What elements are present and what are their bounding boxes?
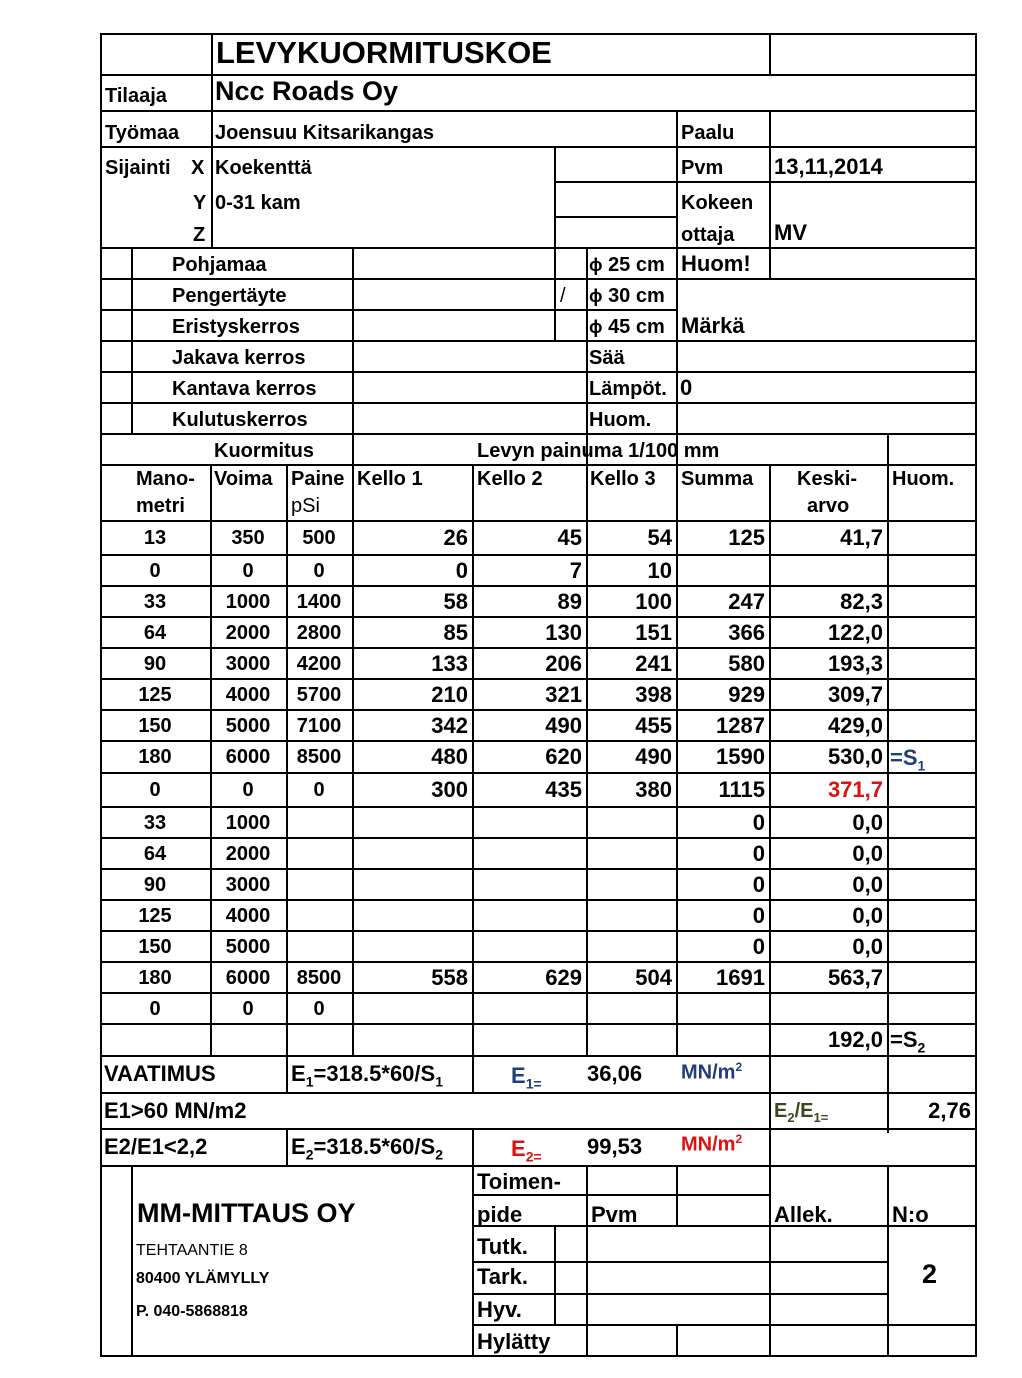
pvm-label: Pvm [681,157,724,179]
cell-paine: 7100 [296,715,342,737]
marka-note: Märkä [681,313,745,338]
cell-keskiarvo: 0,0 [852,903,883,928]
hyv-label: Hyv. [477,1297,522,1322]
tilaaja-label: Tilaaja [105,85,167,107]
cell-voima: 2000 [225,843,271,865]
diameter-25: ϕ 25 cm [589,254,665,276]
vaatimus-label: VAATIMUS [104,1061,216,1086]
x-label: X [191,157,205,179]
cell-summa: 929 [728,682,765,707]
cell-paine: 0 [313,998,325,1020]
cell-keskiarvo: 0,0 [852,841,883,866]
cell-manometri: 64 [143,622,167,644]
cell-kello-3: 151 [635,620,672,645]
form-title: LEVYKUORMITUSKOE [216,35,552,70]
cell-summa: 247 [728,589,765,614]
layer-kantava: Kantava kerros [172,378,317,400]
cell-kello-3: 490 [635,744,672,769]
cell-kello-3: 380 [635,777,672,802]
kuormitus-header: Kuormitus [214,440,314,462]
cell-voima: 0 [242,998,254,1020]
cell-kello-2: 490 [545,713,582,738]
number-label: N:o [892,1202,929,1227]
cell-paine: 8500 [296,746,342,768]
lampot-label: Lämpöt. [589,378,667,400]
cell-kello-1: 85 [443,620,468,645]
layer-pengertayte: Pengertäyte [172,285,287,307]
cell-kello-3: 54 [647,525,672,550]
s1-subscript: 1 [917,757,926,774]
cell-kello-2: 321 [545,682,582,707]
formula-e2: $E_2=318.5*60/S_2$ [291,1134,444,1163]
diameter-45: ϕ 45 cm [589,316,665,338]
cell-summa: 0 [752,841,765,866]
layers-huom-label: Huom. [589,409,652,431]
tark-label: Tark. [477,1264,528,1289]
cell-voima: 2000 [225,622,271,644]
ratio-label: $E_2/E_{1=}$ [774,1100,829,1125]
pvm-value: 13,11,2014 [774,154,883,179]
col-summa: Summa [681,468,754,490]
cell-voima: 6000 [225,746,271,768]
cell-manometri: 180 [138,967,172,989]
cell-keskiarvo: 193,3 [827,651,883,676]
cell-voima: 3000 [225,653,271,675]
cell-paine: 8500 [296,967,342,989]
cell-keskiarvo: 371,7 [827,777,883,802]
cell-kello-3: 398 [635,682,672,707]
allek-label: Allek. [774,1202,833,1227]
cell-kello-1: 133 [431,651,468,676]
ottaja-label: ottaja [681,224,735,246]
cell-voima: 5000 [225,715,271,737]
cell-keskiarvo: 0,0 [852,872,883,897]
tyomaa-label: Työmaa [105,122,180,144]
col-mano-2: metri [136,495,185,517]
cell-kello-2: 7 [569,558,582,583]
cell-manometri: 13 [143,527,167,549]
cell-summa: 1691 [716,965,765,990]
layer-kulutus: Kulutuskerros [172,409,308,431]
tyomaa-value: Joensuu Kitsarikangas [215,122,434,144]
cell-summa: 0 [752,903,765,928]
cell-paine: 500 [302,527,336,549]
load-test-form [100,33,977,1357]
formula-e1: $E_1=318.5*60/S_1$ [291,1061,444,1090]
cell-summa: 0 [752,872,765,897]
cell-keskiarvo: 429,0 [827,713,883,738]
form-number: 2 [922,1259,938,1289]
hylatty-label: Hylätty [477,1329,551,1354]
tilaaja-value: Ncc Roads Oy [215,76,399,106]
col-keski-2: arvo [807,495,850,517]
col-kello-1: Kello 1 [357,468,423,490]
cell-manometri: 125 [138,905,172,927]
cell-manometri: 33 [143,591,167,613]
cell-voima: 3000 [225,874,271,896]
levyn-painuma-header: Levyn painuma 1/100 mm [477,440,720,462]
lampot-value: 0 [680,375,693,400]
requirement-ratio: E2/E1<2,2 [104,1134,208,1159]
cell-kello-2: 629 [545,965,582,990]
cell-kello-1: 558 [431,965,468,990]
cell-summa: 0 [752,934,765,959]
ratio-value: 2,76 [928,1098,971,1123]
toimenpide-label-2: pide [477,1202,523,1227]
cell-paine: 4200 [296,653,342,675]
cell-huom: $=S_1$ [890,745,926,774]
cell-manometri: 150 [138,715,172,737]
cell-voima: 0 [242,560,254,582]
cell-voima: 5000 [225,936,271,958]
cell-summa: 366 [728,620,765,645]
company-address-1: TEHTAANTIE 8 [136,1242,248,1259]
cell-paine: 0 [313,560,325,582]
y-value: 0-31 kam [215,192,301,214]
cell-voima: 1000 [225,812,271,834]
cell-kello-3: 100 [635,589,672,614]
cell-kello-1: 26 [443,525,468,550]
z-label: Z [193,224,206,246]
col-keski-1: Keski- [797,468,858,490]
layer-jakava: Jakava kerros [172,347,306,369]
cell-kello-2: 206 [545,651,582,676]
company-phone: P. 040-5868818 [136,1303,248,1320]
y-label: Y [193,192,207,214]
cell-voima: 4000 [225,684,271,706]
cell-keskiarvo: 0,0 [852,934,883,959]
sijainti-label: Sijainti [105,157,171,179]
col-voima: Voima [214,468,273,490]
col-mano-1: Mano- [136,468,195,490]
e1-value: 36,06 [587,1061,643,1086]
cell-keskiarvo: 41,7 [840,525,883,550]
cell-kello-2: 620 [545,744,582,769]
toimenpide-label-1: Toimen- [477,1169,561,1194]
col-paine: Paine [291,468,345,490]
footer-pvm-label: Pvm [591,1202,638,1227]
cell-summa: 1287 [716,713,765,738]
cell-kello-3: 504 [635,965,672,990]
cell-kello-1: 480 [431,744,468,769]
cell-paine: 0 [313,779,325,801]
saa-label: Sää [589,347,625,369]
cell-kello-2: 130 [545,620,582,645]
cell-manometri: 150 [138,936,172,958]
tutk-label: Tutk. [477,1234,528,1259]
cell-voima: 1000 [225,591,271,613]
cell-kello-1: 58 [443,589,468,614]
col-psi: pSi [291,495,320,517]
cell-manometri: 125 [138,684,172,706]
s2-label: $=S_2$ [890,1027,926,1056]
cell-voima: 350 [231,527,265,549]
e2-unit: $MN/m^2$ [681,1132,743,1156]
cell-summa: 1115 [718,777,765,802]
cell-paine: 1400 [296,591,342,613]
cell-summa: 580 [728,651,765,676]
ottaja-value: MV [774,220,807,245]
cell-summa: 125 [728,525,765,550]
cell-summa: 1590 [716,744,765,769]
cell-manometri: 90 [143,653,167,675]
cell-paine: 2800 [296,622,342,644]
cell-summa: 0 [752,810,765,835]
layer-pohjamaa: Pohjamaa [172,254,267,276]
s2-value: 192,0 [827,1027,883,1052]
huom-mark: Huom! [681,251,751,276]
cell-manometri: 0 [149,560,161,582]
cell-kello-1: 342 [431,713,468,738]
cell-kello-2: 89 [557,589,582,614]
cell-keskiarvo: 122,0 [827,620,883,645]
cell-manometri: 0 [149,779,161,801]
cell-kello-3: 10 [647,558,672,583]
company-name: MM-MITTAUS OY [137,1198,356,1228]
cell-kello-1: 0 [455,558,468,583]
cell-keskiarvo: 82,3 [840,589,883,614]
e1-label: $E_{1=}$ [511,1063,542,1092]
x-value: Koekenttä [215,157,312,179]
cell-kello-2: 435 [545,777,582,802]
kokeen-label: Kokeen [681,192,754,214]
cell-keskiarvo: 530,0 [827,744,883,769]
cell-keskiarvo: 0,0 [852,810,883,835]
paalu-label: Paalu [681,122,735,144]
cell-kello-2: 45 [557,525,582,550]
cell-kello-3: 455 [635,713,672,738]
diameter-30: ϕ 30 cm [589,285,665,307]
col-kello-3: Kello 3 [590,468,656,490]
cell-manometri: 180 [138,746,172,768]
cell-kello-3: 241 [635,651,672,676]
cell-manometri: 64 [143,843,167,865]
cell-kello-1: 210 [431,682,468,707]
cell-voima: 0 [242,779,254,801]
e1-unit: $MN/m^2$ [681,1060,743,1084]
col-kello-2: Kello 2 [477,468,543,490]
cell-manometri: 0 [149,998,161,1020]
col-huom: Huom. [892,468,955,490]
cell-kello-1: 300 [431,777,468,802]
slash-mark: / [560,285,566,307]
e2-label: $E_{2=}$ [511,1136,542,1165]
requirement-e1: E1>60 MN/m2 [104,1098,247,1123]
cell-voima: 4000 [225,905,271,927]
cell-manometri: 33 [143,812,167,834]
cell-voima: 6000 [225,967,271,989]
e2-value: 99,53 [587,1134,643,1159]
cell-manometri: 90 [143,874,167,896]
cell-paine: 5700 [296,684,342,706]
cell-keskiarvo: 563,7 [827,965,883,990]
company-address-2: 80400 YLÄMYLLY [136,1270,270,1287]
layer-eristyskerros: Eristyskerros [172,316,300,338]
cell-keskiarvo: 309,7 [827,682,883,707]
